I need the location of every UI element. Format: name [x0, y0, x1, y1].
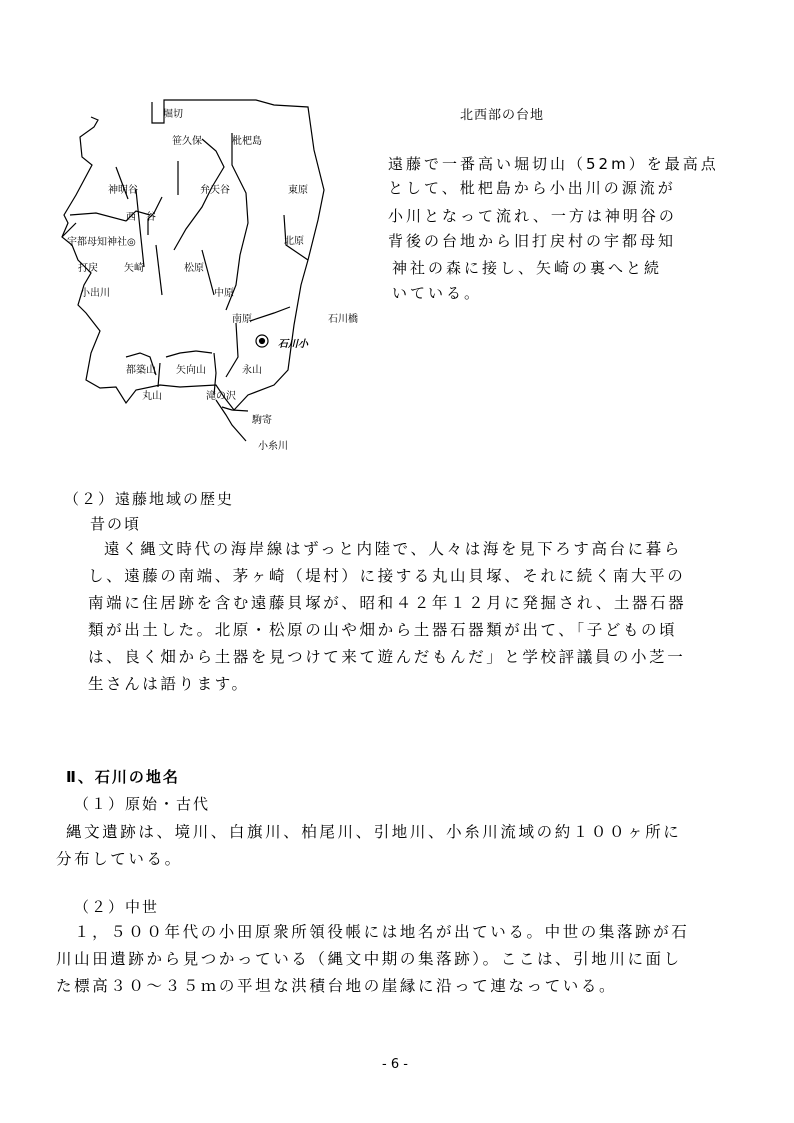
map-label-matsubara: 松原	[184, 263, 204, 274]
map-label-nakahara: 中原	[214, 288, 234, 299]
subsection-heading: （２）中世	[74, 898, 160, 916]
map-label-kitahara: 北原	[284, 236, 304, 247]
map-label-nishiya: 西 谷	[126, 212, 156, 223]
map-label-koitogawa: 小糸川	[258, 441, 288, 452]
map-label-horikiri: 堀切	[163, 109, 183, 120]
map-lines	[56, 95, 386, 465]
side-line: 神社の森に接し、矢崎の裏へと続	[392, 259, 663, 277]
side-line: 小川となって流れ、一方は神明谷の	[388, 207, 677, 225]
map-label-utsunomiya: 宇都母知神社◎	[67, 237, 136, 248]
map-label-koidegawa: 小出川	[80, 288, 110, 299]
map-label-biwajima: 枇杷島	[232, 136, 262, 147]
paragraph-line: 縄文遺跡は、境川、白旗川、柏尾川、引地川、小糸川流域の約１００ヶ所に	[66, 823, 682, 841]
paragraph-line: は、良く畑から土器を見つけて来て遊んだもんだ」と学校評議員の小芝一	[88, 648, 686, 666]
map-label-sasakubo: 笹久保	[172, 136, 202, 147]
map-label-maruyama: 丸山	[142, 391, 162, 402]
paragraph-line: 分布している。	[56, 850, 183, 868]
map-label-ishikawabashi: 石川橋	[328, 314, 358, 325]
map-label-higashihara: 東原	[288, 185, 308, 196]
map-label-ishikawa-school: 石川小	[278, 339, 308, 350]
page-number: - 6 -	[382, 1057, 408, 1072]
map-label-uchimodori: 打戻	[78, 263, 98, 274]
map-label-yasaki: 矢崎	[124, 263, 144, 274]
side-line: として、枇杷島から小出川の源流が	[388, 179, 676, 197]
section-heading: （２）遠藤地域の歴史	[64, 490, 235, 508]
paragraph-line: た標高３０～３５ｍの平坦な洪積台地の崖縁に沿って連なっている。	[56, 977, 618, 995]
side-line: 遠藤で一番高い堀切山（52m）を最高点	[388, 155, 719, 173]
paragraph-line: 生さんは語ります。	[88, 675, 250, 693]
paragraph-line: 南端に住居跡を含む遠藤貝塚が、昭和４２年１２月に発掘され、土器石器	[88, 594, 687, 612]
side-line: いている。	[392, 284, 483, 302]
map-label-minamihara: 南原	[232, 314, 252, 325]
map-label-nagayama: 永山	[242, 365, 262, 376]
map-label-shinmyoya: 神明谷	[108, 185, 138, 196]
map-label-komayose: 駒寄	[252, 415, 272, 426]
section-subheading: 昔の頃	[90, 515, 142, 533]
map-label-yamukaiyama: 矢向山	[176, 365, 206, 376]
chapter-heading: Ⅱ、石川の地名	[66, 768, 180, 786]
map-label-bentenya: 弁天谷	[200, 185, 230, 196]
paragraph-line: １，５００年代の小田原衆所領役帳には地名が出ている。中世の集落跡が石	[74, 923, 690, 941]
area-map	[56, 95, 386, 465]
map-label-takinosawa: 滝の沢	[206, 391, 236, 402]
side-line: 背後の台地から旧打戻村の宇都母知	[388, 232, 677, 250]
paragraph-line: 川山田遺跡から見つかっている（縄文中期の集落跡）。ここは、引地川に面し	[56, 950, 682, 968]
subsection-heading: （１）原始・古代	[74, 795, 211, 813]
paragraph-line: し、遠藤の南端、茅ヶ崎（堤村）に接する丸山貝塚、それに続く南大平の	[88, 567, 686, 585]
paragraph-line: 遠く縄文時代の海岸線はずっと内陸で、人々は海を見下ろす高台に暮ら	[104, 540, 682, 558]
paragraph-line: 類が出土した。北原・松原の山や畑から土器石器類が出て、「子どもの頃	[88, 621, 678, 639]
map-label-tsuzumiyama: 都築山	[126, 365, 156, 376]
side-title: 北西部の台地	[460, 108, 545, 123]
